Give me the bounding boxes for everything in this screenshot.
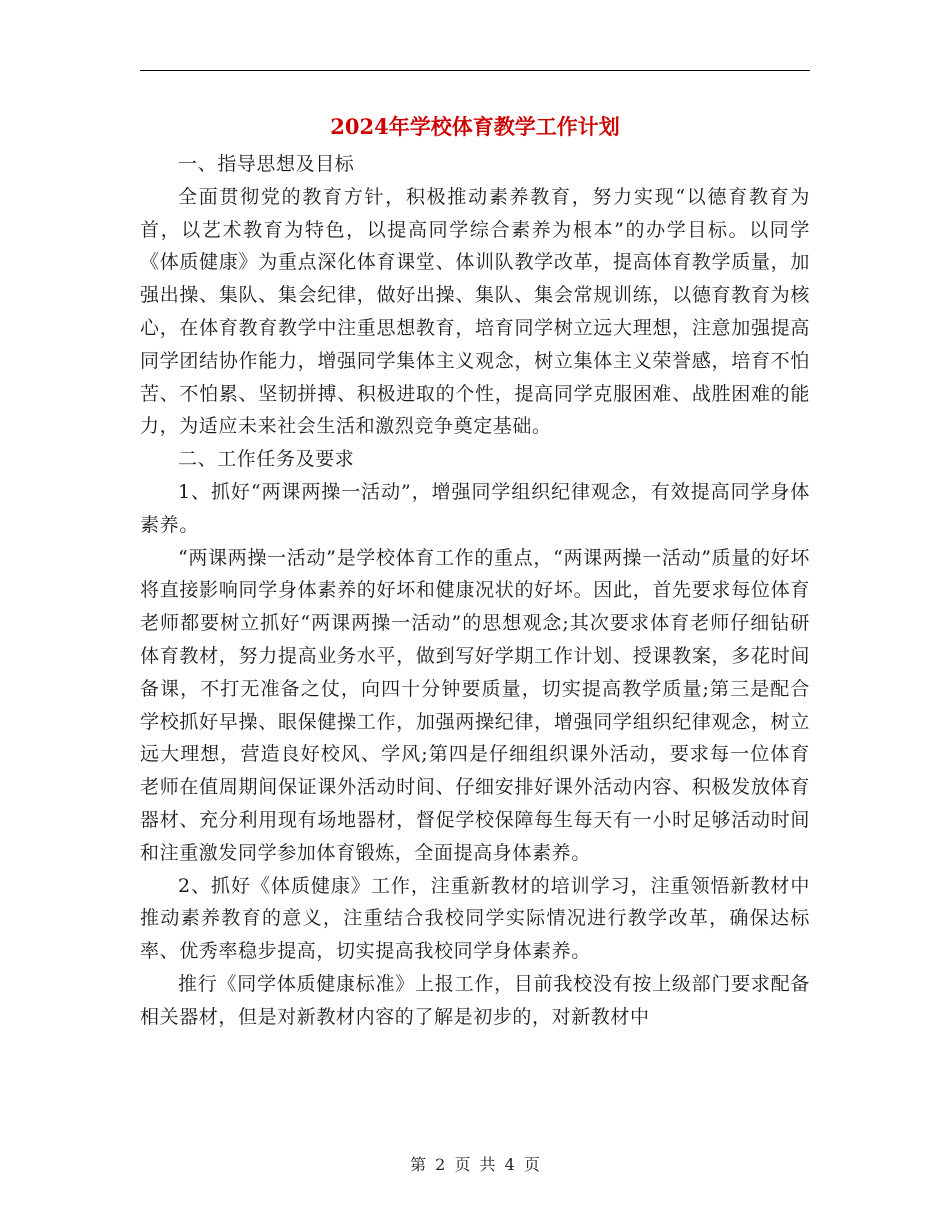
paragraph-task-2-detail: 推行《同学体质健康标准》上报工作，目前我校没有按上级部门要求配备相关器材，但是对新教材内容的了解是初步的，对新教材中 — [140, 972, 810, 1028]
document-title: 2024年学校体育教学工作计划 — [330, 114, 620, 139]
document-body — [140, 148, 810, 1034]
header-rule — [140, 70, 810, 71]
paragraph-guiding-ideology: 全面贯彻党的教育方针，积极推动素养教育，努力实现“以德育教育为首，以艺术教育为特色，以提高同学综合素养为根本”的办学目标。以同学《体质健康》为重点深化体育课堂、体训队教学改革，提高体育教学质量，加强出操、集队、集会纪律，做好出操、集队、集会常规训练，以德育教育为核心，在体育教育教学中注重思想教育，培育同学树立远大理想，注意加强提高同学团结协作能力，增强同学集体主义观念，树立集体主义荣誉感，培育不怕苦、不怕累、坚韧拼搏、积极进取的个性，提高同学克服困难、战胜困难的能力，为适应未来社会生活和激烈竞争奠定基础。 — [140, 185, 810, 438]
paragraph-task-2: 2、抓好《体质健康》工作，注重新教材的培训学习，注重领悟新教材中推动素养教育的意义，注重结合我校同学实际情况进行教学改革，确保达标率、优秀率稳步提高，切实提高我校同学身体素养。 — [140, 874, 810, 963]
section-heading-guiding-ideology: 一、指导思想及目标 — [178, 153, 355, 175]
paragraph-task-1-detail: “两课两操一活动”是学校体育工作的重点，“两课两操一活动”质量的好坏将直接影响同学身体素养的好坏和健康况状的好坏。因此，首先要求每位体育老师都要树立抓好“两课两操一活动”的思想观念;其次要求体育老师仔细钻研体育教材，努力提高业务水平，做到写好学期工作计划、授课教案，多花时间备课，不打无准备之仗，向四十分钟要质量，切实提高教学质量;第三是配合学校抓好早操、眼保健操工作，加强两操纪律，增强同学组织纪律观念，树立远大理想，营造良好校风、学风;第四是仔细组织课外活动，要求每一位体育老师在值周期间保证课外活动时间、仔细安排好课外活动内容、积极发放体育器材、充分利用现有场地器材，督促学校保障每生每天有一小时足够活动时间和注重激发同学参加体育锻炼，全面提高身体素养。 — [140, 546, 810, 864]
page-number-footer: 第 2 页 共 4 页 — [410, 1155, 540, 1174]
paragraph-task-1: 1、抓好“两课两操一活动”，增强同学组织纪律观念，有效提高同学身体素养。 — [140, 480, 810, 536]
section-heading-tasks: 二、工作任务及要求 — [178, 448, 355, 471]
